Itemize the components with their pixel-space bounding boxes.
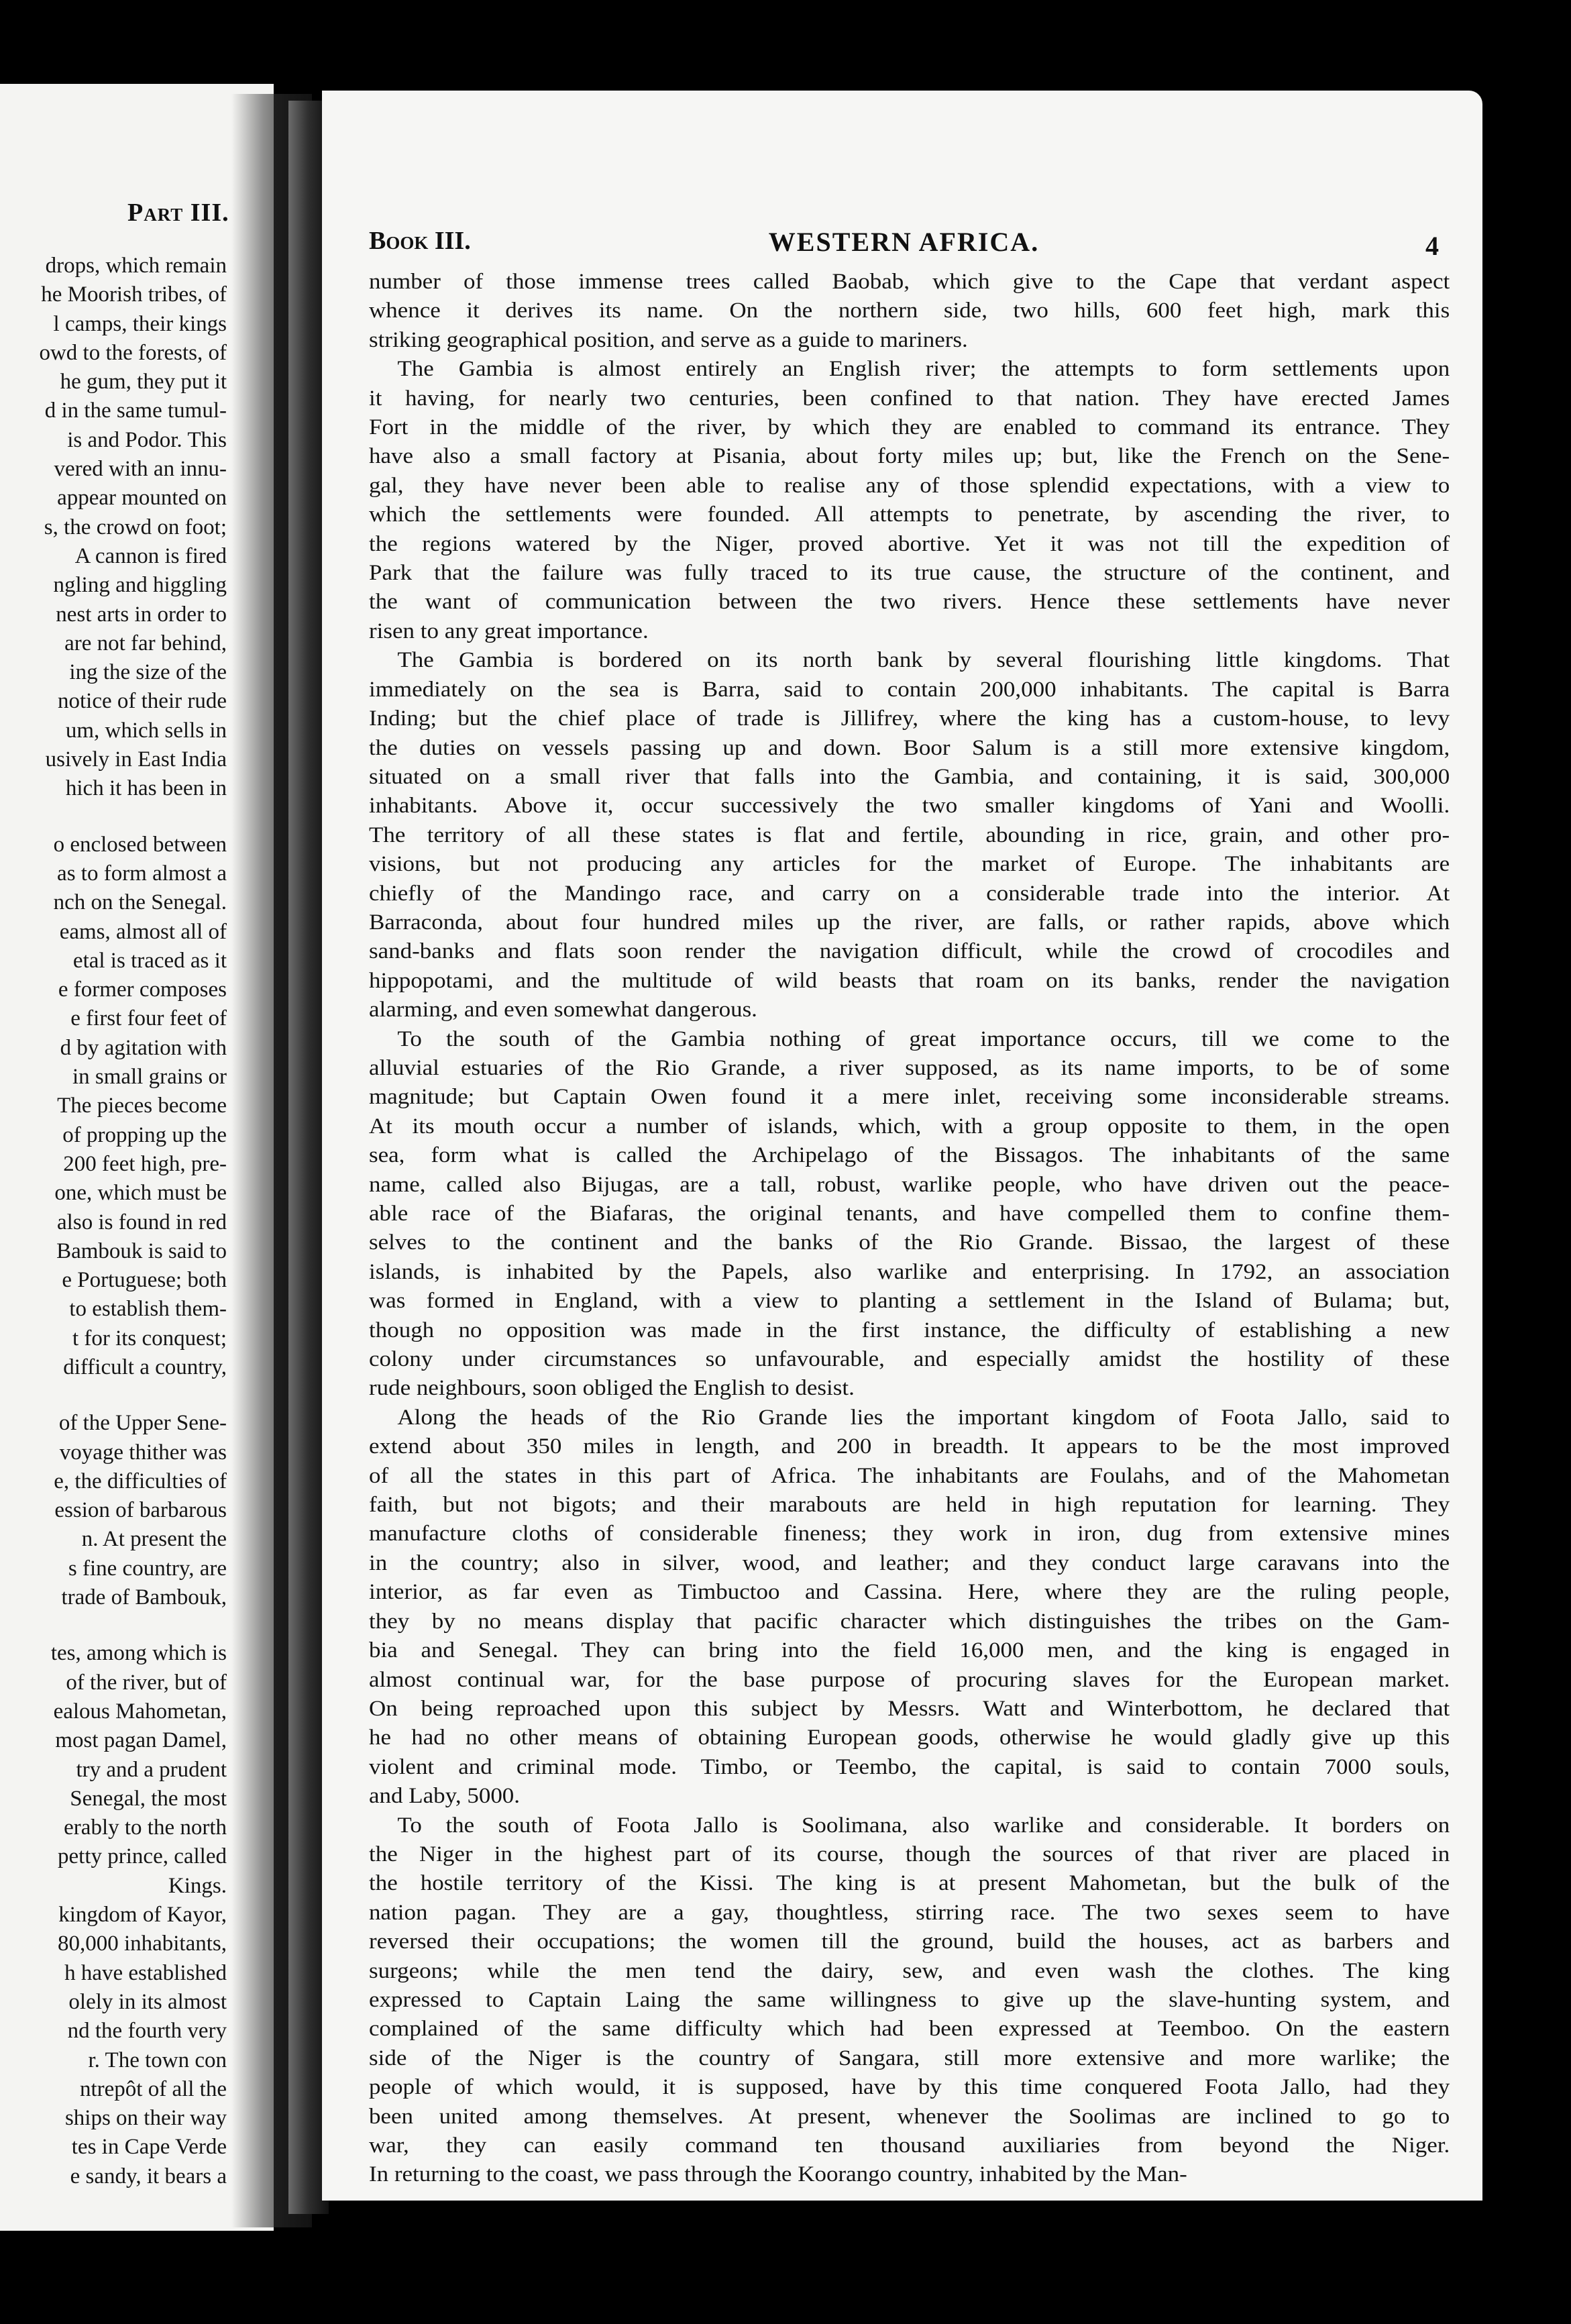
text-line: colony under circumstances so unfavourable, and especially amidst the hostility of these — [369, 1347, 1450, 1372]
text-line: the Niger in the highest part of its course, though the sources of that river are placed in — [369, 1842, 1450, 1866]
text-line: was formed in England, with a view to planting a settlement in the Island of Bulama; but, — [369, 1289, 1450, 1314]
left-text-line: erably to the north — [64, 1815, 227, 1840]
left-text-line: Bambouk is said to — [56, 1238, 227, 1263]
text-line: though no opposition was made in the first instance, the difficulty of establishing a new — [369, 1318, 1450, 1342]
left-text-line: eams, almost all of — [59, 919, 227, 944]
text-line: war, they can easily command ten thousand auxiliaries from beyond the Niger. — [369, 2133, 1450, 2158]
left-text-line: he Moorish tribes, of — [41, 282, 227, 307]
text-line: selves to the continent and the banks of the Rio Grande. Bissao, the largest of these — [369, 1230, 1450, 1255]
left-text-line: e former composes — [58, 978, 227, 1002]
text-line: Barraconda, about four hundred miles up the river, are falls, or rather rapids, above which — [369, 910, 1450, 935]
left-text-line: in small grains or — [72, 1065, 227, 1090]
left-text-line: Kings. — [168, 1873, 227, 1898]
left-text-line: 80,000 inhabitants, — [57, 1932, 227, 1956]
left-text-line: drops, which remain — [45, 254, 227, 278]
left-text-line: one, which must be — [54, 1181, 227, 1206]
text-line: surgeons; while the men tend the dairy, sew, and even wash the clothes. The king — [369, 1958, 1450, 1983]
left-page-text — [0, 252, 227, 2191]
left-text-line: e, the difficulties of — [54, 1469, 227, 1493]
text-line: bia and Senegal. They can bring into the field 16,000 men, and the king is engaged in — [369, 1638, 1450, 1663]
left-text-line: tes, among which is — [50, 1641, 227, 1666]
text-line: side of the Niger is the country of Sangara, still more extensive and more warlike; the — [369, 2046, 1450, 2070]
text-line: the want of communication between the two rivers. Hence these settlements have never — [369, 590, 1450, 615]
text-line: violent and criminal mode. Timbo, or Teembo, the capital, is said to contain 7000 souls, — [369, 1754, 1450, 1779]
text-line: gal, they have never been able to realise any of those splendid expectations, with a view to — [369, 473, 1450, 498]
text-line: On being reproached upon this subject by Messrs. Watt and Winterbottom, he declared that — [369, 1696, 1450, 1721]
text-line: inhabitants. Above it, occur successively the two smaller kingdoms of Yani and Woolli. — [369, 794, 1450, 818]
left-text-line: ntrepôt of all the — [79, 2076, 227, 2101]
left-text-line: difficult a country, — [63, 1355, 227, 1379]
text-line: manufacture cloths of considerable fineness; they work in iron, dug from extensive mines — [369, 1522, 1450, 1546]
text-line: situated on a small river that falls into the Gambia, and containing, it is said, 300,000 — [369, 764, 1450, 789]
running-header — [369, 226, 1439, 260]
left-text-line: d by agitation with — [60, 1035, 227, 1060]
text-line: whence it derives its name. On the northern side, two hills, 600 feet high, mark this — [369, 299, 1450, 323]
page-number: 4 — [1425, 231, 1439, 261]
text-line: interior, as far even as Timbuctoo and Cassina. Here, where they are the ruling people, — [369, 1580, 1450, 1605]
left-text-line: hich it has been in — [65, 776, 227, 801]
left-text-line: olely in its almost — [68, 1989, 227, 2014]
left-text-line: trade of Bambouk, — [61, 1585, 227, 1610]
text-line: Inding; but the chief place of trade is Jillifrey, where the king has a custom-house, to levy — [369, 706, 1450, 731]
text-line: reversed their occupations; the women till the ground, build the houses, act as barbers and — [369, 1930, 1450, 1954]
text-line: it having, for nearly two centuries, been confined to that nation. They have erected James — [369, 386, 1450, 411]
text-line: which the settlements were founded. All attempts to penetrate, by ascending the river, to — [369, 503, 1450, 527]
text-line: able race of the Biafaras, the original tenants, and have compelled them to confine them- — [369, 1202, 1450, 1226]
left-text-line: notice of their rude — [58, 689, 227, 714]
left-text-line: etal is traced as it — [72, 948, 227, 973]
left-text-line: most pagan Damel, — [55, 1728, 227, 1753]
left-text-line: r. The town con — [88, 2048, 227, 2072]
left-text-line: of the Upper Sene- — [58, 1411, 227, 1436]
left-text-line: to establish them- — [69, 1297, 227, 1322]
text-line: the hostile territory of the Kissi. The king is at present Mahometan, but the bulk of the — [369, 1871, 1450, 1896]
text-line: sand-banks and flats soon render the navigation difficult, while the crowd of crocodiles and — [369, 939, 1450, 964]
left-text-line: appear mounted on — [57, 486, 227, 511]
text-line: rude neighbours, soon obliged the English to desist. — [369, 1376, 855, 1401]
left-text-line: The pieces become — [57, 1094, 227, 1118]
text-line: complained of the same difficulty which had been expressed at Teemboo. On the eastern — [369, 2017, 1450, 2042]
text-line: almost continual war, for the base purpose of procuring slaves for the European market. — [369, 1667, 1450, 1692]
left-text-line: as to form almost a — [57, 861, 227, 886]
text-line: faith, but not bigots; and their marabouts are held in high reputation for learning. They — [369, 1493, 1450, 1518]
text-line: chiefly of the Mandingo race, and carry on a considerable trade into the interior. At — [369, 881, 1450, 906]
text-line: hippopotami, and the multitude of wild beasts that roam on its banks, render the navigation — [369, 968, 1450, 993]
left-text-line: tes in Cape Verde — [71, 2135, 227, 2160]
left-text-line: d in the same tumul- — [44, 399, 227, 423]
left-text-line: ngling and higgling — [53, 573, 227, 598]
left-text-line: h have established — [64, 1960, 227, 1985]
text-line: Park that the failure was fully traced to its true cause, the structure of the continent, and — [369, 561, 1450, 586]
text-line: alluvial estuaries of the Rio Grande, a river supposed, as its name imports, to be of some — [369, 1055, 1450, 1080]
text-line: number of those immense trees called Baobab, which give to the Cape that verdant aspect — [369, 270, 1450, 294]
left-text-line: n. At present the — [81, 1527, 227, 1552]
page-body-text — [369, 268, 1450, 2190]
left-text-line: try and a prudent — [76, 1757, 227, 1782]
left-text-line: e first four feet of — [70, 1006, 227, 1031]
left-text-line: of the river, but of — [66, 1670, 227, 1695]
text-line: name, called also Bijugas, are a tall, robust, warlike people, who have driven out the peace- — [369, 1172, 1450, 1197]
left-text-line: petty prince, called — [58, 1844, 227, 1869]
text-line: people of which would, it is supposed, have by this time conquered Foota Jallo, had they — [369, 2075, 1450, 2100]
left-text-line: nest arts in order to — [56, 602, 227, 627]
text-line: have also a small factory at Pisania, about forty miles up; but, like the French on the Sene- — [369, 444, 1450, 469]
text-line: Along the heads of the Rio Grande lies the important kingdom of Foota Jallo, said to — [397, 1405, 1450, 1430]
text-line: the regions watered by the Niger, proved abortive. Yet it was not till the expedition of — [369, 531, 1450, 556]
page-title: WESTERN AFRICA. — [768, 227, 1040, 257]
text-line: and Laby, 5000. — [369, 1784, 521, 1809]
left-text-line: he gum, they put it — [60, 370, 227, 394]
text-line: striking geographical position, and serve as a guide to mariners. — [369, 327, 968, 352]
left-text-line: owd to the forests, of — [39, 340, 227, 365]
left-text-line: are not far behind, — [64, 631, 227, 655]
left-text-line: l camps, their kings — [53, 311, 227, 336]
text-line: nation pagan. They are a gay, thoughtless, stirring race. The two sexes seem to have — [369, 1900, 1450, 1925]
left-text-line: e Portuguese; both — [62, 1268, 227, 1293]
text-line: At its mouth occur a number of islands, which, with a group opposite to them, in the open — [369, 1114, 1450, 1139]
text-line: The territory of all these states is flat and fertile, abounding in rice, grain, and other pro- — [369, 823, 1450, 847]
left-text-line: s, the crowd on foot; — [44, 515, 227, 539]
left-page-header: Part III. — [127, 199, 229, 227]
text-line: magnitude; but Captain Owen found it a mere inlet, receiving some inconsiderable streams. — [369, 1085, 1450, 1110]
left-text-line: um, which sells in — [65, 718, 227, 743]
left-text-line: usively in East India — [45, 747, 227, 772]
left-text-line: A cannon is fired — [74, 543, 227, 568]
left-text-line: is and Podor. This — [67, 427, 227, 452]
left-text-line: e sandy, it bears a — [70, 2164, 227, 2188]
left-text-line: kingdom of Kayor, — [58, 1903, 227, 1927]
text-line: Fort in the middle of the river, by which they are enabled to command its entrance. They — [369, 415, 1450, 440]
text-line: islands, is inhabited by the Papels, also warlike and enterprising. In 1792, an association — [369, 1259, 1450, 1284]
text-line: extend about 350 miles in length, and 200 in breadth. It appears to be the most improved — [369, 1434, 1450, 1459]
text-line: sea, form what is called the Archipelago of the Bissagos. The inhabitants of the same — [369, 1143, 1450, 1168]
left-text-line: nd the fourth very — [67, 2019, 227, 2044]
text-line: been united among themselves. At present, whenever the Soolimas are inclined to go to — [369, 2104, 1450, 2129]
left-text-line: s fine country, are — [68, 1556, 227, 1581]
left-text-line: o enclosed between — [53, 832, 227, 857]
left-text-line: 200 feet high, pre- — [63, 1151, 227, 1176]
left-text-line: of propping up the — [62, 1122, 227, 1147]
text-line: alarming, and even somewhat dangerous. — [369, 998, 757, 1022]
text-line: of all the states in this part of Africa. The inhabitants are Foulahs, and of the Mahometan — [369, 1463, 1450, 1488]
text-line: expressed to Captain Laing the same willingness to give up the slave-hunting system, and — [369, 1987, 1450, 2012]
left-text-line: ession of barbarous — [54, 1498, 227, 1523]
text-line: visions, but not producing any articles for the market of Europe. The inhabitants are — [369, 852, 1450, 877]
text-line: immediately on the sea is Barra, said to contain 200,000 inhabitants. The capital is Barra — [369, 677, 1450, 702]
left-text-line: ships on their way — [64, 2106, 227, 2131]
text-line: the duties on vessels passing up and down. Boor Salum is a still more extensive kingdom, — [369, 735, 1450, 760]
left-text-line: nch on the Senegal. — [53, 890, 227, 915]
right-page — [322, 91, 1482, 2201]
left-text-line: ealous Mahometan, — [53, 1699, 227, 1724]
left-text-line: also is found in red — [57, 1210, 227, 1234]
text-line: To the south of the Gambia nothing of great importance occurs, till we come to the — [397, 1026, 1450, 1051]
text-line: In returning to the coast, we pass through the Koorango country, inhabited by the Man- — [369, 2162, 1187, 2187]
text-line: in the country; also in silver, wood, and leather; and they conduct large caravans into the — [369, 1550, 1450, 1575]
left-text-line: voyage thither was — [59, 1440, 227, 1465]
text-line: The Gambia is bordered on its north bank by several flourishing little kingdoms. That — [397, 648, 1450, 673]
text-line: The Gambia is almost entirely an English river; the attempts to form settlements upon — [397, 357, 1450, 382]
text-line: risen to any great importance. — [369, 619, 649, 643]
left-text-line: ing the size of the — [69, 660, 227, 685]
text-line: he had no other means of obtaining European goods, otherwise he would gladly give up this — [369, 1726, 1450, 1750]
left-text-line: t for its conquest; — [72, 1326, 227, 1351]
text-line: To the south of Foota Jallo is Soolimana, also warlike and considerable. It borders on — [397, 1813, 1450, 1838]
left-text-line: Senegal, the most — [70, 1786, 227, 1811]
left-text-line: vered with an innu- — [54, 457, 227, 482]
text-line: they by no means display that pacific character which distinguishes the tribes on the Gam- — [369, 1609, 1450, 1634]
book-label: Book III. — [369, 227, 471, 255]
